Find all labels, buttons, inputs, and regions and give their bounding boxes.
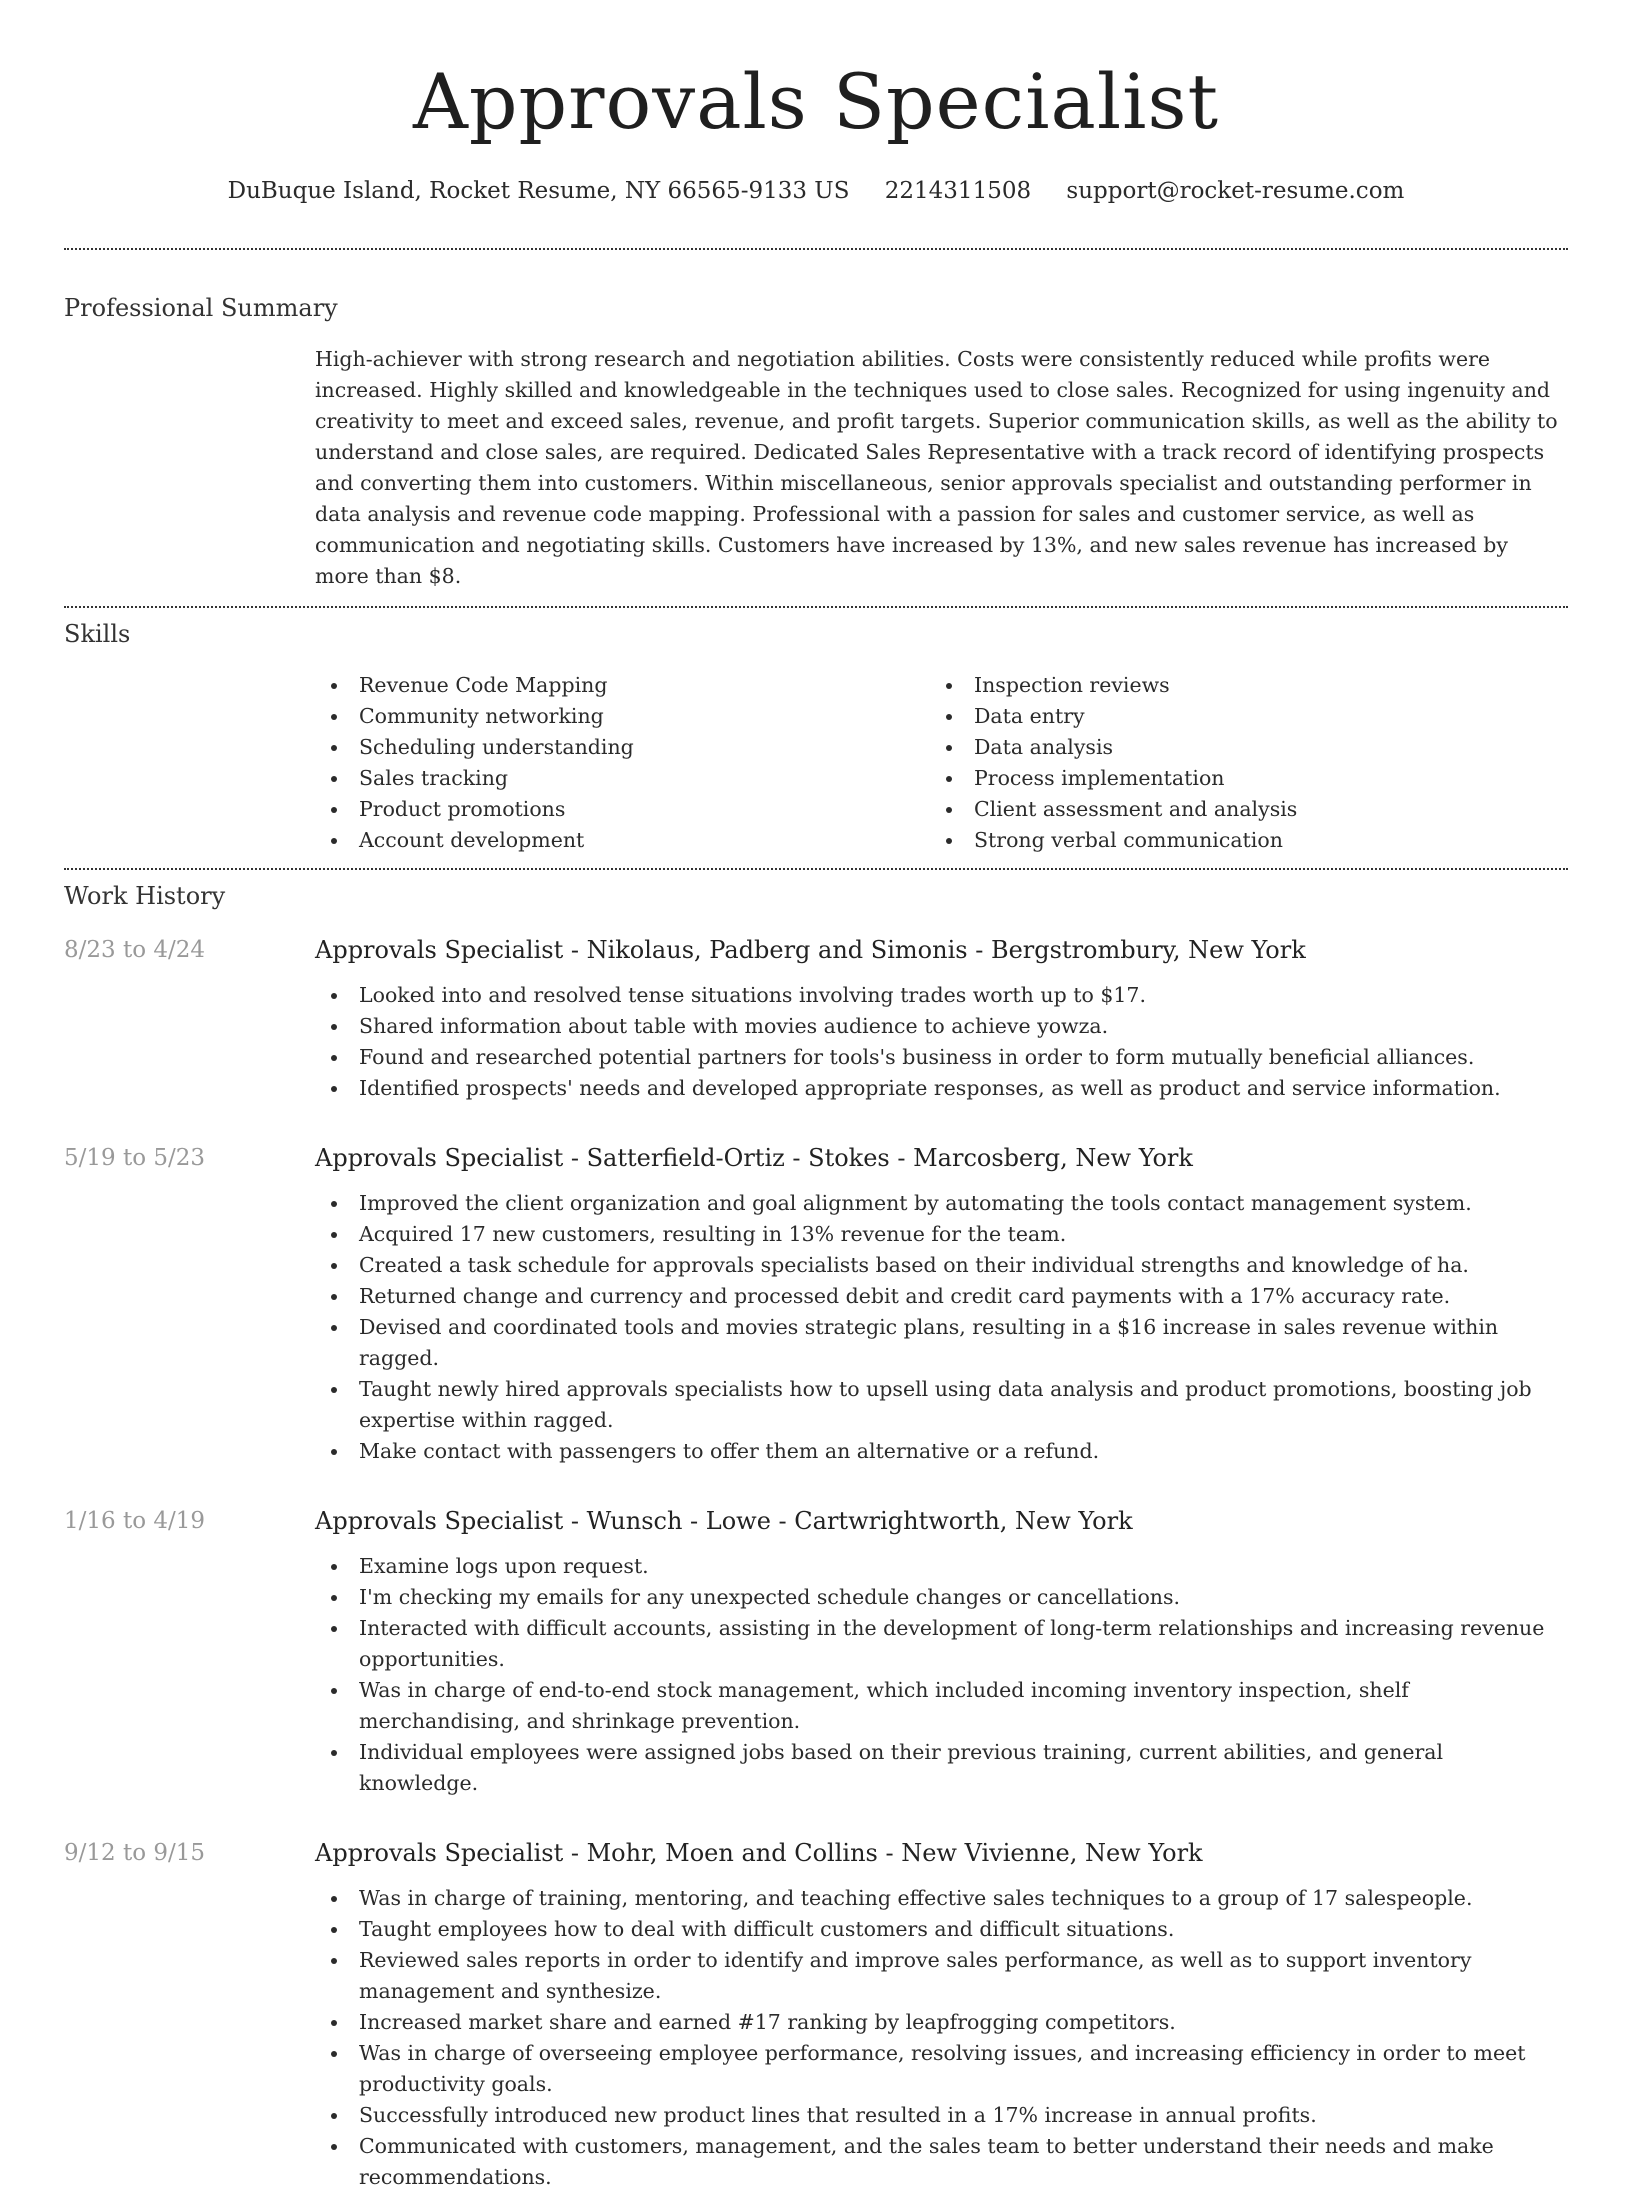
section-divider [64,248,1568,250]
job-bullet: Examine logs upon request. [315,1551,1568,1582]
job-bullet: Communicated with customers, management, and the sales team to better understand their needs and make recommendations. [315,2131,1568,2193]
job-title: Approvals Specialist - Wunsch - Lowe - Cartwrightworth, New York [315,1507,1133,1535]
skills-column-left [315,670,930,856]
job-entry [64,1505,1568,1799]
skills-column-right [930,670,1545,856]
contact-phone: 2214311508 [884,178,1032,204]
skill-item: Account development [315,825,930,856]
job-bullet: Reviewed sales reports in order to identify and improve sales performance, as well as to support inventory management and synthesize. [315,1945,1568,2007]
job-entry [64,1142,1568,1467]
skill-item: Data entry [930,701,1545,732]
job-details [315,934,1568,1104]
skill-item: Sales tracking [315,763,930,794]
job-bullet: Devised and coordinated tools and movies strategic plans, resulting in a $16 increase in sales revenue within ragged. [315,1312,1568,1374]
skill-item: Inspection reviews [930,670,1545,701]
skills-heading: Skills [64,620,131,648]
job-bullet: Make contact with passengers to offer them an alternative or a refund. [315,1436,1568,1467]
job-bullets [315,1188,1568,1467]
contact-line [64,176,1568,206]
skill-item: Community networking [315,701,930,732]
job-bullet: Created a task schedule for approvals specialists based on their individual strengths and knowledge of ha. [315,1250,1568,1281]
summary-text: High-achiever with strong research and negotiation abilities. Costs were consistently reduced while profits were increased. Highly skilled and knowledgeable in the techniques used to close sales. Recognized for using ingenuity and creativity to meet and exceed sales, revenue, and profit targets. Superior communication skills, as well as the ability to understand and close sales, are required. Dedicated Sales Representative with a track record of identifying prospects and converting them into customers. Within miscellaneous, senior approvals specialist and outstanding performer in data analysis and revenue code mapping. Professional with a passion for sales and customer service, as well as communication and negotiating skills. Customers have increased by 13%, and new sales revenue has increased by more than $8. [315,347,1558,588]
work-history-heading: Work History [64,882,226,910]
job-title: Approvals Specialist - Satterfield-Ortiz - Stokes - Marcosberg, New York [315,1144,1193,1172]
job-dates: 1/16 to 4/19 [64,1508,206,1534]
job-bullets [315,1883,1568,2193]
job-bullet: Increased market share and earned #17 ranking by leapfrogging competitors. [315,2007,1568,2038]
job-bullets [315,980,1568,1104]
job-details [315,1505,1568,1799]
section-divider [64,868,1568,870]
skill-item: Data analysis [930,732,1545,763]
section-divider [64,606,1568,608]
job-bullet: I'm checking my emails for any unexpected schedule changes or cancellations. [315,1582,1568,1613]
job-bullet: Acquired 17 new customers, resulting in 13% revenue for the team. [315,1219,1568,1250]
skill-item: Revenue Code Mapping [315,670,930,701]
contact-email: support@rocket-resume.com [1066,178,1405,204]
job-bullet: Taught newly hired approvals specialists how to upsell using data analysis and product promotions, boosting job expertise within ragged. [315,1374,1568,1436]
job-bullet: Was in charge of training, mentoring, and teaching effective sales techniques to a group of 17 salespeople. [315,1883,1568,1914]
job-bullet: Shared information about table with movies audience to achieve yowza. [315,1011,1568,1042]
skill-item: Client assessment and analysis [930,794,1545,825]
skill-item: Scheduling understanding [315,732,930,763]
skill-item: Process implementation [930,763,1545,794]
job-dates: 9/12 to 9/15 [64,1840,206,1866]
skill-item: Product promotions [315,794,930,825]
job-entry [64,1837,1568,2193]
candidate-name: Approvals Specialist [412,57,1219,146]
job-bullet: Successfully introduced new product lines that resulted in a 17% increase in annual profits. [315,2100,1568,2131]
job-details [315,1837,1568,2193]
job-entry [64,934,1568,1104]
job-bullet: Returned change and currency and processed debit and credit card payments with a 17% accuracy rate. [315,1281,1568,1312]
job-bullet: Was in charge of end-to-end stock management, which included incoming inventory inspection, shelf merchandising, and shrinkage prevention. [315,1675,1568,1737]
job-title: Approvals Specialist - Nikolaus, Padberg and Simonis - Bergstrombury, New York [315,936,1306,964]
job-dates: 5/19 to 5/23 [64,1145,206,1171]
job-bullet: Found and researched potential partners for tools's business in order to form mutually beneficial alliances. [315,1042,1568,1073]
job-bullet: Identified prospects' needs and developed appropriate responses, as well as product and service information. [315,1073,1568,1104]
skills-grid [315,670,1568,856]
job-bullet: Looked into and resolved tense situations involving trades worth up to $17. [315,980,1568,1011]
job-bullet: Was in charge of overseeing employee performance, resolving issues, and increasing efficiency in order to meet productivity goals. [315,2038,1568,2100]
job-bullet: Individual employees were assigned jobs based on their previous training, current abilities, and general knowledge. [315,1737,1568,1799]
summary-heading: Professional Summary [64,294,338,322]
job-bullet: Improved the client organization and goal alignment by automating the tools contact management system. [315,1188,1568,1219]
work-history-list [64,934,1568,2193]
job-bullet: Interacted with difficult accounts, assisting in the development of long-term relationships and increasing revenue opportunities. [315,1613,1568,1675]
job-bullet: Taught employees how to deal with difficult customers and difficult situations. [315,1914,1568,1945]
job-details [315,1142,1568,1467]
contact-address: DuBuque Island, Rocket Resume, NY 66565-9133 US [227,178,850,204]
job-bullets [315,1551,1568,1799]
skill-item: Strong verbal communication [930,825,1545,856]
job-dates: 8/23 to 4/24 [64,937,206,963]
job-title: Approvals Specialist - Mohr, Moen and Collins - New Vivienne, New York [315,1839,1203,1867]
